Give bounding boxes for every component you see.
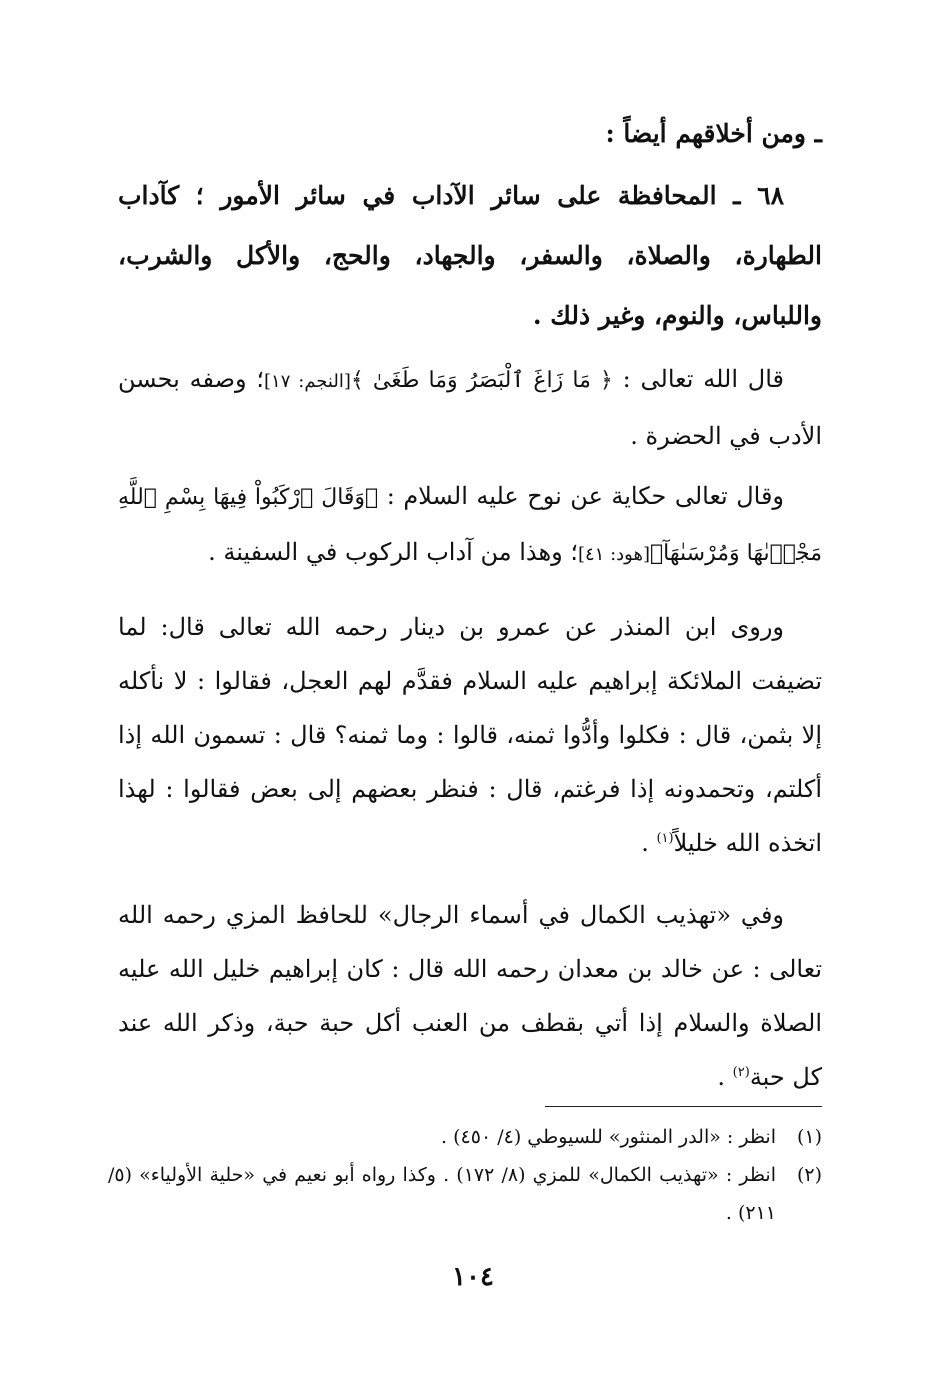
paragraph-tahdhib — [118, 888, 822, 1104]
paragraph-hud-verse — [118, 469, 822, 582]
footnote-divider — [545, 1106, 822, 1107]
footnote-marker[interactable]: (١) — [656, 831, 674, 846]
paragraph-ibn-almundhir — [118, 600, 822, 870]
paragraph-text: وروى ابن المنذر عن عمرو بن دينار رحمه الله تعالى قال: لما تضيفت الملائكة إبراهيم عليه السلام فقدَّم لهم العجل، فقالوا : لا نأكله إلا بثمن، قال : فكلوا وأدُّوا ثمنه، قالوا : وما ثمنه؟ قال : تسمون الله إذا أكلتم، وتحمدونه إذا فرغتم، قال : فنظر بعضهم إلى بعض فقالوا : لهذا اتخذه الله خليلاً — [118, 613, 823, 857]
item-68: ٦٨ ـ المحافظة على سائر الآداب في سائر الأمور ؛ كآداب الطهارة، والصلاة، والسفر، والجهاد، والحج، والأكل والشرب، واللباس، والنوم، وغير ذلك . — [118, 181, 822, 330]
paragraph-text: ؛ وصفه بحسن الأدب في الحضرة . — [118, 365, 822, 450]
paragraph-text: وقال تعالى حكاية عن نوح عليه السلام : — [378, 482, 785, 510]
section-heading: ـ ومن أخلاقهم أيضاً : — [605, 119, 822, 148]
paragraph-text: قال الله تعالى : — [612, 365, 784, 393]
footnote-item — [108, 1118, 822, 1156]
footnote-item — [108, 1156, 822, 1232]
footnote-number: (٢) — [796, 1164, 822, 1186]
footnote-number: (١) — [796, 1126, 822, 1148]
page-number: ١٠٤ — [452, 1262, 494, 1292]
footnotes — [108, 1118, 822, 1232]
footnote-text: انظر : «تهذيب الكمال» للمزي (٨/ ١٧٢) . وكذا رواه أبو نعيم في «حلية الأولياء» (٥/ ٢١١) . — [108, 1164, 776, 1224]
footnote-text: انظر : «الدر المنثور» للسيوطي (٤/ ٤٥٠) . — [441, 1126, 776, 1148]
paragraph-end: . — [717, 1063, 733, 1091]
paragraph-najm-verse — [118, 352, 822, 463]
main-text — [118, 104, 822, 1104]
verse-reference: [النجم: ١٧] — [264, 371, 351, 392]
paragraph-text: ؛ وهذا من آداب الركوب في السفينة . — [208, 538, 578, 566]
verse-reference: [هود: ٤١] — [577, 544, 650, 565]
paragraph-text: وفي «تهذيب الكمال في أسماء الرجال» للحافظ المزي رحمه الله تعالى : عن خالد بن معدان رحمه الله قال : كان إبراهيم خليل الله عليه الصلاة والسلام إذا أتي بقطف من العنب أكل حبة حبة، وذكر الله عند كل حبة — [118, 901, 822, 1091]
paragraph-end: . — [641, 829, 657, 857]
quran-verse: ﴿ مَا زَاغَ ٱلْبَصَرُ وَمَا طَغَىٰ ﴾ — [350, 368, 613, 393]
quran-verse: ﴿وَقَالَ ٱرْكَبُواْ فِيهَا بِسْمِ ٱللَّهِ مَجْرٜىٰهَا وَمُرْسَىٰهَآ﴾ — [118, 485, 822, 566]
footnote-marker[interactable]: (٢) — [732, 1065, 750, 1080]
